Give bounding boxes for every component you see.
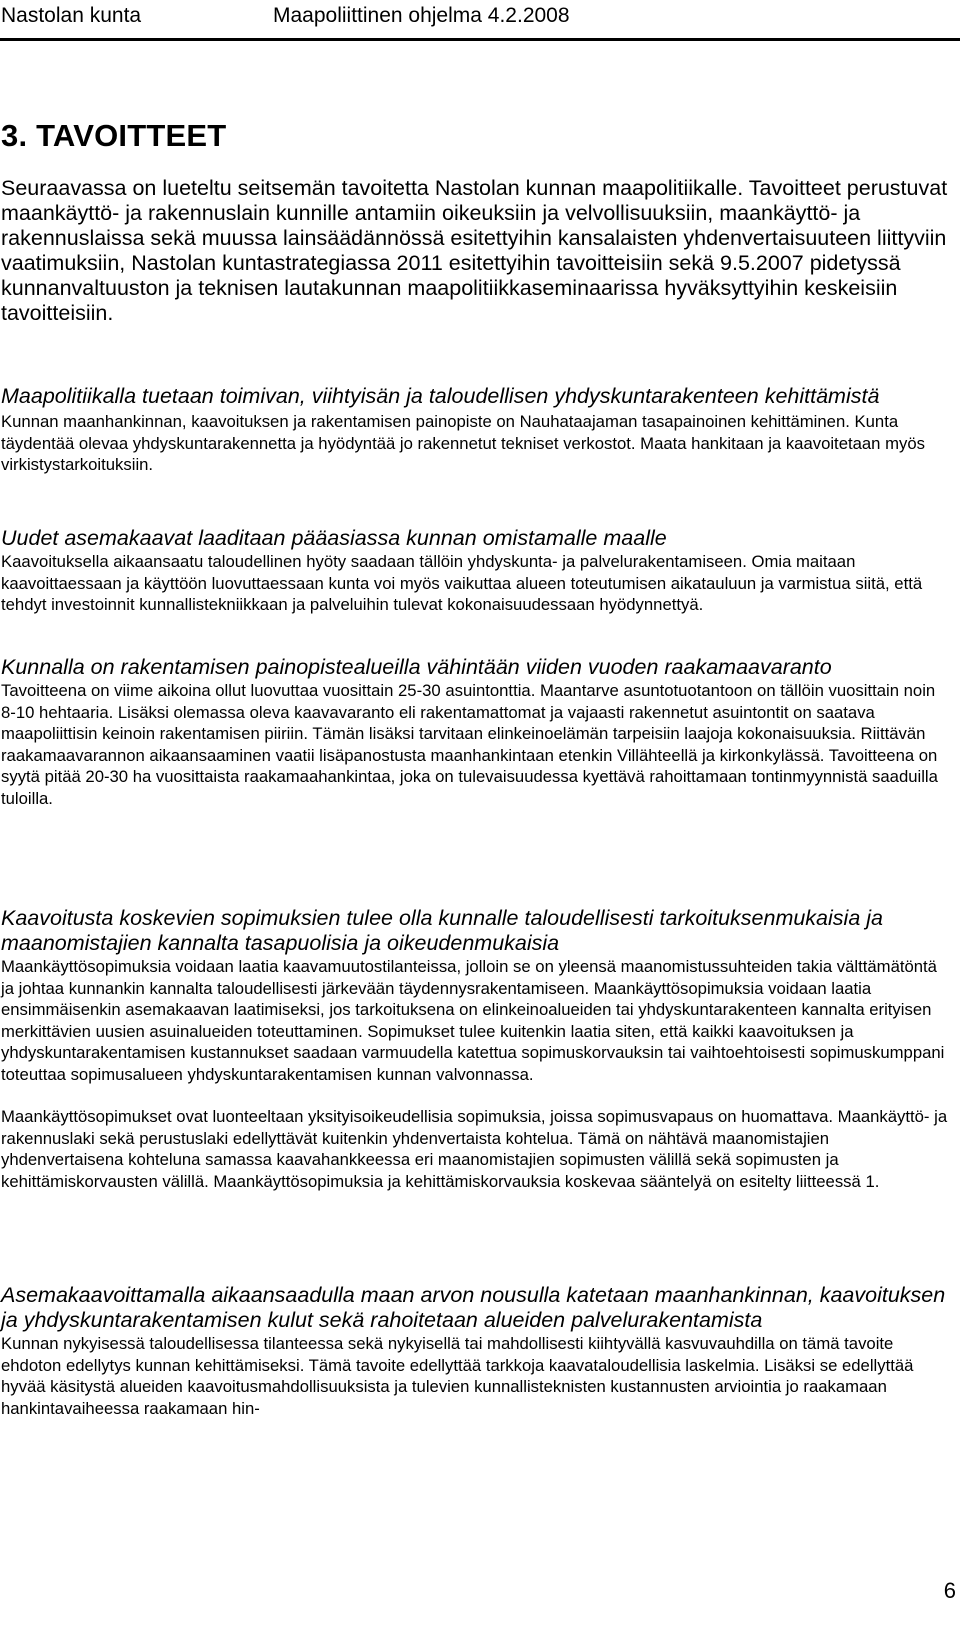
goal-paragraph: Kunnan maanhankinnan, kaavoituksen ja rakentamisen painopiste on Nauhataajaman tasapainoinen kehittäminen. Kunta täydentää olevaa yhdyskuntarakennetta ja hyödyntää jo rakennetut tekniset verkostot. Maata hankitaan ja kaavoitetaan myös virkistystarkoituksiin.	[1, 412, 925, 474]
goal-section-5	[1, 1283, 951, 1419]
goal-heading: Maapolitiikalla tuetaan toimivan, viihtyisän ja taloudellisen yhdyskuntarakenteen kehittämistä	[1, 384, 880, 408]
header-organization: Nastolan kunta	[1, 4, 142, 27]
goal-heading: Kaavoitusta koskevien sopimuksien tulee olla kunnalle taloudellisesti tarkoituksenmukaisia ja maanomistajien kannalta tasapuolisia ja oikeudenmukaisia	[1, 906, 883, 955]
goal-section-4	[1, 906, 951, 1192]
header-document-title: Maapoliittinen ohjelma 4.2.2008	[273, 4, 570, 27]
goal-paragraph: Kaavoituksella aikaansaatu taloudellinen hyöty saadaan tällöin yhdyskunta- ja palvelurakentamiseen. Omia maitaan kaavoittaessaan ja käyttöön luovuttaessaan kunta voi myös vaikuttaa alueen toteutumisen aikatauluun ja varmistua siitä, että tehdyt investoinnit kunnallistekniikkaan ja palveluihin tulevat kokonaisuudessaan hyödynnettyä.	[1, 552, 923, 614]
intro-paragraph: Seuraavassa on lueteltu seitsemän tavoitetta Nastolan kunnan maapolitiikalle. Tavoitteet perustuvat maankäyttö- ja rakennuslain kunnille antamiin oikeuksiin ja velvollisuuksiin, maankäyttö- ja rakennuslaissa sekä muussa lainsäädännössä esitettyihin kansalaisten yhdenvertaisuuteen liittyviin vaatimuksiin, Nastolan kuntastrategiassa 2011 esitettyihin tavoitteisiin sekä 9.5.2007 pidetyssä kunnanvaltuuston ja teknisen lautakunnan maapolitiikkaseminaarissa hyväksyttyihin keskeisiin tavoitteisiin.	[1, 176, 948, 325]
header-rule	[0, 38, 960, 41]
goal-heading: Asemakaavoittamalla aikaansaadulla maan arvon nousulla katetaan maanhankinnan, kaavoituksen ja yhdyskuntarakentamisen kulut sekä rahoitetaan alueiden palvelurakentamista	[1, 1283, 946, 1332]
goal-paragraph: Maankäyttösopimukset ovat luonteeltaan yksityisoikeudellisia sopimuksia, joissa sopimusvapaus on huomattava. Maankäyttö- ja rakennuslaki sekä perustuslaki edellyttävät kuitenkin yhdenvertaista kohtelua. Tämä on nähtävä maanomistajien yhdenvertaisena kohteluna samassa kaavahankkeessa eri maanomistajien sopimusten välillä sekä sopimusten ja kehittämiskorvausten välillä. Maankäyttösopimuksia ja kehittämiskorvauksia koskevaa sääntelyä on esitelty liitteessä 1.	[1, 1107, 948, 1191]
goal-paragraph: Tavoitteena on viime aikoina ollut luovuttaa vuosittain 25-30 asuintonttia. Maantarve asuntotuotantoon on tällöin vuosittain noin 8-10 hehtaaria. Lisäksi olemassa oleva kaavavaranto eli rakentamattomat ja vajaasti rakennetut asuintontit on saatava maapoliittisin keinoin rakentamisen piiriin. Tämän lisäksi tarvitaan elinkeinoelämän tarpeisiin laajoja kokonaisuuksia. Riittävän raakamaavarannon aikaansaaminen vaatii lisäpanostusta maanhankintaan etenkin Villähteellä ja kirkonkylässä. Tavoitteena on syytä pitää 20-30 ha vuosittaista raakamaahankintaa, joka on tulevaisuudessa kyettävä rahoittamaan tontinmyynnistä saaduilla tuloilla.	[1, 681, 938, 808]
goal-heading: Uudet asemakaavat laaditaan pääasiassa kunnan omistamalle maalle	[1, 526, 667, 550]
goal-paragraph: Maankäyttösopimuksia voidaan laatia kaavamuutostilanteissa, jolloin se on yleensä maanomistussuhteiden takia välttämätöntä ja johtaa kunnankin kannalta taloudellisesti järkevään täydennysrakentamiseen. Maankäyttösopimuksia voidaan laatia ensimmäisenkin asemakaavan laatimiseksi, jos tarkoituksena on elinkeinoalueiden tai yhdyskuntarakenteen kannalta erityisen merkittävien uusien asuinalueiden toteuttaminen. Sopimukset tulee kuitenkin laatia siten, että kaikki kaavoituksen ja yhdyskuntarakentamisen kustannukset saadaan varmuudella katettua sopimuskorvauksin tai vaihtoehtoisesti sopimuskumppani toteuttaa sopimusalueen yhdyskuntarakentamisen kunnan valvonnassa.	[1, 957, 945, 1084]
goal-section-1	[1, 384, 951, 476]
goal-heading: Kunnalla on rakentamisen painopistealueilla vähintään viiden vuoden raakamaavaranto	[1, 655, 832, 679]
page-number: 6	[943, 1578, 956, 1603]
page-header	[0, 2, 960, 30]
chapter-title: 3. TAVOITTEET	[1, 118, 227, 153]
goal-paragraph: Kunnan nykyisessä taloudellisessa tilanteessa sekä nykyisellä tai mahdollisesti kiihtyvällä kasvuvauhdilla on tämä tavoite ehdoton edellytys kunnan kehittämiseksi. Tämä tavoite edellyttää tarkkoja kaavataloudellisia laskelmia. Lisäksi se edellyttää hyvää käsitystä alueiden kaavoitusmahdollisuuksista ja tulevien kunnallisteknisten kustannusten arviointia jo raakamaan hankintavaiheessa raakamaan hin-	[1, 1334, 914, 1418]
goal-section-2	[1, 526, 951, 616]
goal-section-3	[1, 655, 951, 809]
